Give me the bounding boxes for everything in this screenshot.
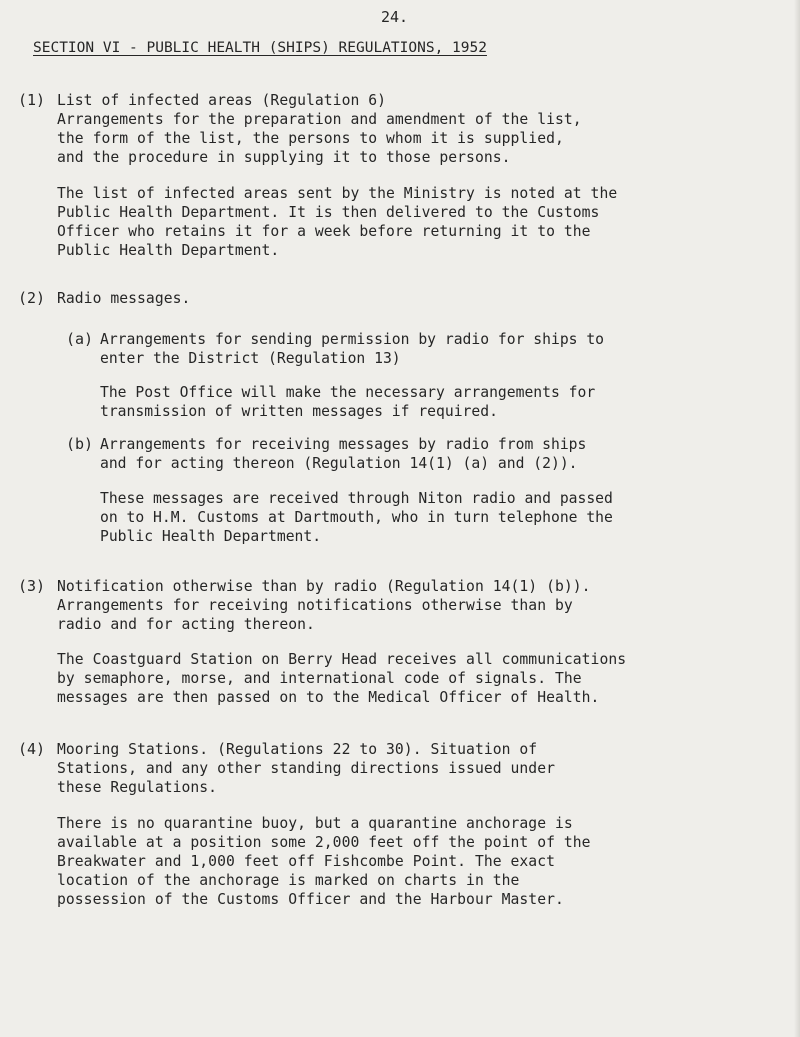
item-4-body: There is no quarantine buoy, but a quarantine anchorage is available at a position some 2,000 feet off the point of the Breakwater and 1,000 feet off Fishcombe Point. The exact location of the anchorage is marked on charts in the possession of the Customs Officer and the Harbour Master. [57, 815, 591, 908]
item-3-heading: Notification otherwise than by radio (Regulation 14(1) (b)). Arrangements for receiving notifications otherwise than by radio and for acting thereon. [57, 578, 591, 633]
item-2b-text: Arrangements for receiving messages by radio from ships and for acting thereon (Regulation 14(1) (a) and (2)). [100, 436, 587, 472]
item-1-body: The list of infected areas sent by the Ministry is noted at the Public Health Department. It is then delivered to the Customs Officer who retains it for a week before returning it to the Public Health Department. [57, 185, 618, 259]
item-3-body: The Coastguard Station on Berry Head receives all communications by semaphore, morse, and international code of signals. The messages are then passed on to the Medical Officer of Health. [57, 651, 627, 706]
item-2a-label: (a) [66, 330, 94, 348]
item-3-number: (3) [18, 577, 46, 595]
item-4-number: (4) [18, 740, 46, 758]
item-2-number: (2) [18, 289, 46, 307]
item-2a-body: The Post Office will make the necessary arrangements for transmission of written messages if required. [100, 384, 596, 420]
item-2a-text: Arrangements for sending permission by radio for ships to enter the District (Regulation 13) [100, 331, 605, 367]
page-edge-shadow [794, 0, 800, 1037]
item-4-heading: Mooring Stations. (Regulations 22 to 30). Situation of Stations, and any other standing directions issued under these Regulations. [57, 741, 555, 796]
section-title: SECTION VI - PUBLIC HEALTH (SHIPS) REGULATIONS, 1952 [33, 40, 487, 56]
item-2-heading: Radio messages. [57, 290, 191, 307]
item-2b-label: (b) [66, 435, 94, 453]
item-1-heading: List of infected areas (Regulation 6) Arrangements for the preparation and amendment of the list, the form of the list, the persons to whom it is supplied, and the procedure in supplying it to those persons. [57, 92, 582, 166]
item-2b-body: These messages are received through Niton radio and passed on to H.M. Customs at Dartmouth, who in turn telephone the Public Health Department. [100, 490, 613, 545]
item-1-number: (1) [18, 91, 46, 109]
page-number: 24. [381, 8, 409, 26]
